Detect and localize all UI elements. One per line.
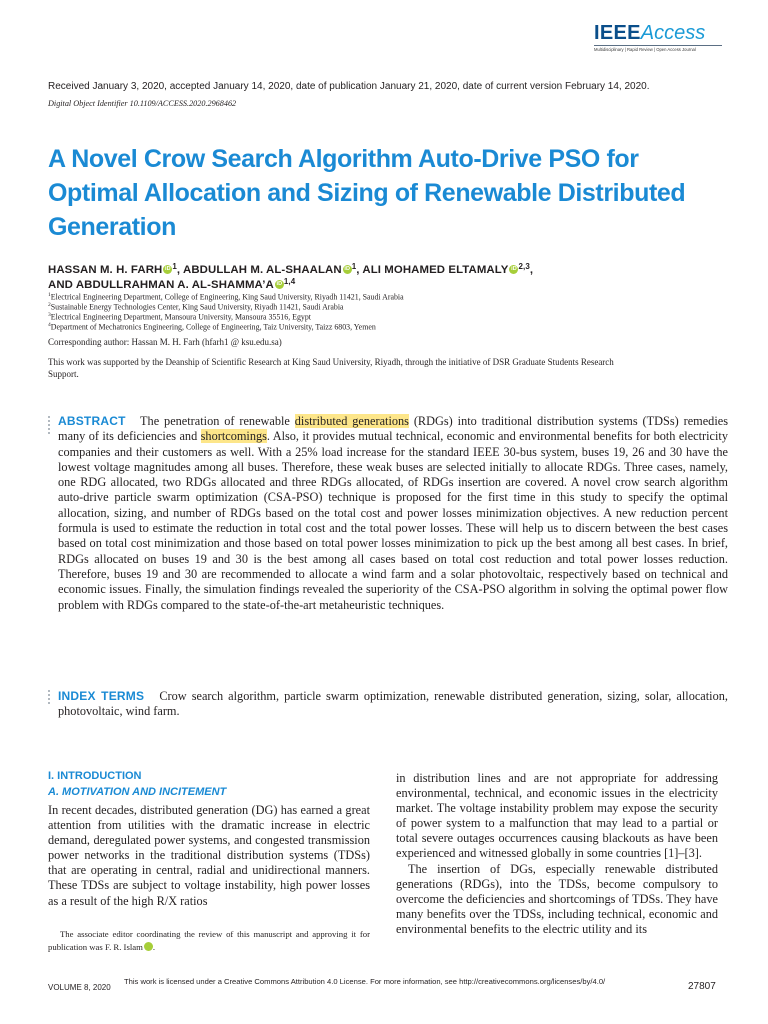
authors-line-1: [48, 262, 533, 276]
page-number: 27807: [688, 981, 716, 992]
journal-logo: [594, 22, 720, 46]
orcid-icon[interactable]: iD: [276, 281, 283, 287]
author-name: HASSAN M. H. FARH: [48, 264, 163, 276]
paper-title: A Novel Crow Search Algorithm Auto-Drive PSO for Optimal Allocation and Sizing of Renewable Distributed Generation: [48, 145, 686, 241]
orcid-icon[interactable]: iD: [511, 266, 517, 272]
affiliation-text: Sustainable Energy Technologies Center, King Saud University, Riyadh 11421, Saudi Arabia: [50, 302, 344, 312]
orcid-icon[interactable]: iD: [164, 266, 171, 272]
affiliation-number: 4: [48, 322, 51, 328]
journal-tagline: Multidisciplinary | Rapid Review | Open Access Journal: [594, 47, 696, 52]
affiliation-text: Department of Mechatronics Engineering, College of Engineering, Taiz University, Taizz 6803, Yemen: [50, 322, 376, 332]
index-terms: [58, 689, 728, 720]
author-affiliation-number: 1,4: [283, 277, 296, 286]
affiliation-number: 2: [48, 302, 51, 308]
abstract: [58, 414, 728, 613]
author-separator: ,: [356, 264, 363, 276]
index-terms-marker: [48, 690, 51, 706]
highlight-shortcomings: shortcomings: [200, 429, 267, 444]
abstract-text-1: The penetration of renewable: [140, 414, 295, 428]
affiliation-number: 1: [48, 292, 51, 298]
abstract-text-3: . Also, it provides mutual technical, economic and environmental benefits for both electricity companies and their customers as well. With a 25% load increase for the standard IEEE 30-bus system, buses 19, 26 and 30 have the lowest voltage magnitudes among all buses. Therefore, these weak buses are selected initially to allocate RDGs. Three cases, namely, one RDG allocated, two RDGs allocated and three RDGs allocated, of RDGs insertion are covered. A novel crow search algorithm auto-drive particle swarm optimization (CSA-PSO) technique is proposed for the first time in this study to specify the optimal allocation, sizing, and number of RDGs based on the total cost and power losses minimization objectives. A new reduction percent formula is used to estimate the reduction in total cost and the total power losses. These will help us to discern between the best cases based on total cost minimization and those based on total power losses minimization to pick up the best among all best cases. In brief, RDGs allocated on buses 19 and 30 is the best among all cases based on total cost reduction and total power losses reduction. Therefore, buses 19 and 30 are recommended to allocate a wind farm and a solar photovoltaic, respectively based on technical and economic issues. Finally, the simulation findings revealed the superiority of the CSA-PSO algorithm in solving the optimal power flow problem with RDGs compared to the state-of-the-art metaheuristic techniques.: [58, 429, 728, 612]
index-terms-text: Crow search algorithm, particle swarm optimization, renewable distributed generation, sizing, solar, allocation, photovoltaic, wind farm.: [58, 689, 728, 719]
footnote-text: The associate editor coordinating the review of this manuscript and approving it for publication was F. R. Islam: [48, 929, 370, 953]
right-paragraph-1: in distribution lines and are not appropriate for addressing environmental, technical, and economic issues in the electricity market. The voltage instability problem may expose the security of power system to a malfunction that may lead to a partial or total severe outages occurrences causing blackouts as have been experienced and witnessed globally in some countries [1]–[3].: [396, 771, 718, 861]
abstract-marker: [48, 416, 51, 436]
publication-dates: Received January 3, 2020, accepted January 14, 2020, date of publication January 21, 2020, date of current version February 14, 2020.: [48, 81, 650, 92]
editor-footnote: The associate editor coordinating the review of this manuscript and approving it for publication was F. R. Islam iD.: [48, 929, 370, 953]
author-affiliation-number: 2,3: [518, 262, 530, 271]
affiliation-4: [48, 321, 376, 332]
author-separator: ,: [529, 264, 534, 276]
corresponding-author: Corresponding author: Hassan M. H. Farh (hfarh1 @ ksu.edu.sa): [48, 337, 282, 347]
authors-line-2: [48, 277, 295, 291]
logo-ieee: IEEE: [594, 22, 641, 44]
orcid-icon[interactable]: iD: [344, 266, 351, 272]
logo-divider: [594, 45, 722, 46]
author-name: ABDULLAH M. AL-SHAALAN: [183, 264, 342, 276]
right-column: [396, 771, 718, 937]
affiliation-text: Electrical Engineering Department, Mansoura University, Mansoura 35516, Egypt: [50, 312, 311, 322]
affiliation-text: Electrical Engineering Department, College of Engineering, King Saud University, Riyadh 11421, Saudi Arabia: [50, 292, 404, 302]
right-paragraph-2: The insertion of DGs, especially renewable distributed generations (RDGs), into the TDSs, become compulsory to overcome the deficiencies and shortcomings of TDSs. They have many benefits over the TDSs, including technical, economic and environmental benefits to the electric utility and its: [396, 861, 718, 936]
index-terms-label: INDEX TERMS: [58, 689, 145, 703]
author-name: ALI MOHAMED ELTAMALY: [362, 264, 509, 276]
affiliation-number: 3: [48, 312, 51, 318]
footer-license[interactable]: This work is licensed under a Creative Commons Attribution 4.0 License. For more information, see http://creativecommons.org/licenses/by/4.0/: [124, 977, 606, 986]
section-heading: I. INTRODUCTION: [48, 770, 142, 782]
subsection-heading: A. MOTIVATION AND INCITEMENT: [48, 786, 227, 798]
footer-volume: VOLUME 8, 2020: [48, 983, 111, 992]
abstract-text-2: (RDGs) into traditional distribution systems (TDSs) remedies many of its deficiencies and: [58, 414, 728, 444]
doi: Digital Object Identifier 10.1109/ACCESS.2020.2968462: [48, 99, 237, 108]
author-affiliation-number: 1: [351, 262, 357, 271]
logo-access: Access: [640, 22, 706, 44]
author-affiliation-number: 1: [172, 262, 177, 271]
abstract-label: ABSTRACT: [58, 414, 126, 428]
left-column-paragraph: In recent decades, distributed generation (DG) has earned a great attention from utilities with the dramatic increase in electric demand, deregulated power systems, and congested transmission power networks in the traditional distribution systems (TDSs) that are operating in central, radial and unidirectional manners. These TDSs are subject to voltage instability, high power losses as a result of the high R/X ratios: [48, 803, 370, 908]
author-name: AND ABDULLRAHMAN A. AL-SHAMMA’A: [48, 279, 274, 291]
author-separator: ,: [176, 264, 184, 276]
highlight-distributed-generations: distributed generations: [294, 414, 409, 428]
orcid-icon[interactable]: iD: [144, 942, 153, 951]
funding-statement: This work was supported by the Deanship of Scientific Research at King Saud University, Riyadh, through the initiative of DSR Graduate Students Research Support.: [48, 357, 614, 379]
